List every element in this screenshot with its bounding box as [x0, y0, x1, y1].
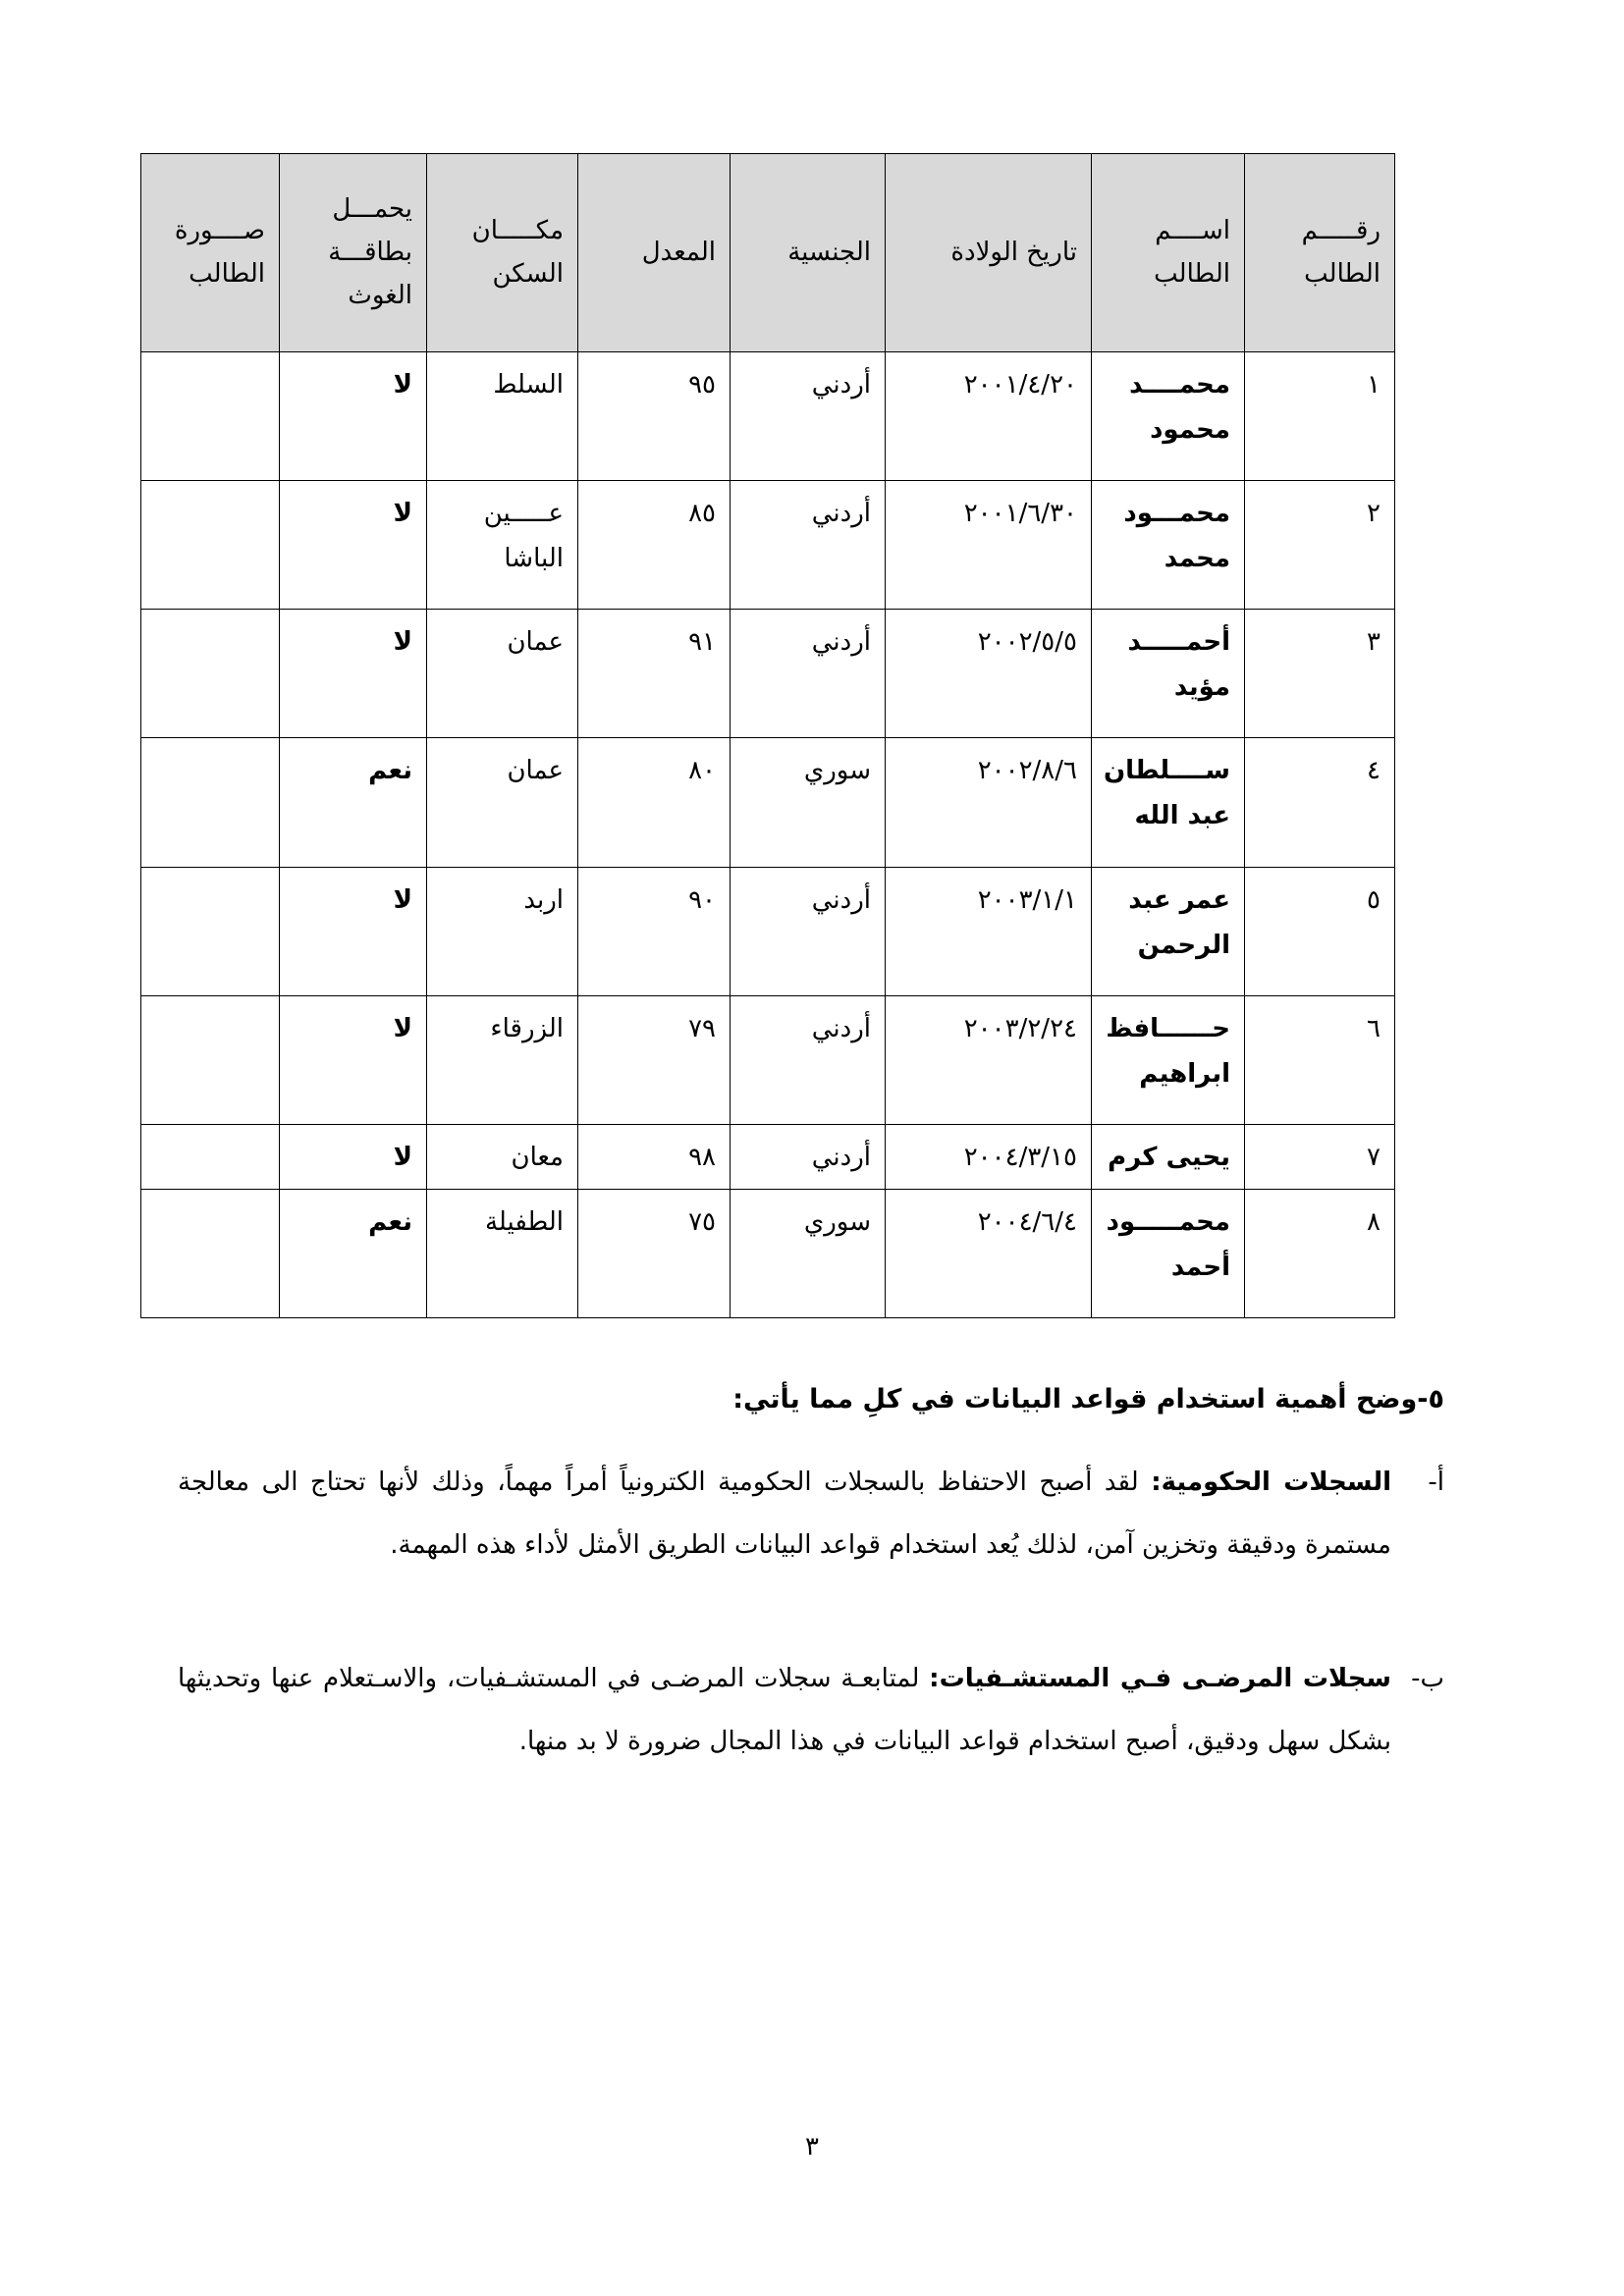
answer-item-b: [178, 1647, 1444, 1773]
item-marker: أ-: [1428, 1468, 1444, 1497]
cell-average: ٧٥: [578, 1189, 731, 1317]
cell-student-number: ٦: [1245, 996, 1395, 1125]
question-title: ٥-وضح أهمية استخدام قواعد البيانات في كلِ مما يأتي:: [732, 1384, 1444, 1415]
cell-nationality: أردني: [731, 351, 886, 480]
cell-date-of-birth: ٢٠٠١/٤/٢٠: [886, 351, 1092, 480]
item-body: [178, 1647, 1391, 1773]
cell-average: ٩٨: [578, 1125, 731, 1189]
cell-relief-card: نعم: [280, 738, 427, 867]
cell-date-of-birth: ٢٠٠١/٦/٣٠: [886, 480, 1092, 609]
cell-student-name: حــــــافظ ابراهيم: [1092, 996, 1245, 1125]
students-table: [140, 153, 1395, 1318]
cell-student-name: أحمـــــد مؤيد: [1092, 610, 1245, 738]
table-row: [141, 867, 1395, 995]
cell-residence: الزرقاء: [427, 996, 578, 1125]
cell-student-number: ٧: [1245, 1125, 1395, 1189]
header-relief-card: يحمـــل بطاقـــة الغوث: [280, 154, 427, 352]
cell-student-name: يحيى كرم: [1092, 1125, 1245, 1189]
cell-date-of-birth: ٢٠٠٤/٣/١٥: [886, 1125, 1092, 1189]
item-lead: السجلات الحكومية:: [1151, 1468, 1391, 1497]
cell-date-of-birth: ٢٠٠٣/١/١: [886, 867, 1092, 995]
cell-residence: عمان: [427, 610, 578, 738]
cell-residence: السلط: [427, 351, 578, 480]
cell-relief-card: لا: [280, 867, 427, 995]
cell-nationality: أردني: [731, 480, 886, 609]
cell-student-photo: [141, 1125, 280, 1189]
cell-average: ٧٩: [578, 996, 731, 1125]
cell-student-photo: [141, 480, 280, 609]
cell-nationality: سوري: [731, 1189, 886, 1317]
cell-student-photo: [141, 351, 280, 480]
header-student-number: رقـــــم الطالب: [1245, 154, 1395, 352]
cell-date-of-birth: ٢٠٠٢/٨/٦: [886, 738, 1092, 867]
table-row: [141, 738, 1395, 867]
item-lead: سجلات المرضـى فـي المستشـفيات:: [929, 1664, 1391, 1693]
cell-average: ٩٠: [578, 867, 731, 995]
table-row: [141, 480, 1395, 609]
cell-student-number: ٣: [1245, 610, 1395, 738]
cell-average: ٨٥: [578, 480, 731, 609]
header-date-of-birth: تاريخ الولادة: [886, 154, 1092, 352]
cell-student-number: ١: [1245, 351, 1395, 480]
cell-student-number: ٢: [1245, 480, 1395, 609]
cell-nationality: أردني: [731, 867, 886, 995]
table-row: [141, 351, 1395, 480]
cell-student-name: عمر عبد الرحمن: [1092, 867, 1245, 995]
item-body: [178, 1451, 1391, 1576]
table-row: [141, 1189, 1395, 1317]
table-header-row: [141, 154, 1395, 352]
header-average: المعدل: [578, 154, 731, 352]
cell-student-number: ٨: [1245, 1189, 1395, 1317]
header-student-name: اســــم الطالب: [1092, 154, 1245, 352]
item-text: لمتابعـة سجلات المرضـى في المستشـفيات، والاسـتعلام عنها وتحديثها بشكل سهل ودقيق، أصبح استخدام قواعد البيانات في هذا المجال ضرورة لا بد منها.: [178, 1664, 1391, 1756]
cell-average: ٩٥: [578, 351, 731, 480]
cell-relief-card: لا: [280, 996, 427, 1125]
header-nationality: الجنسية: [731, 154, 886, 352]
header-residence: مكـــــان السكن: [427, 154, 578, 352]
cell-nationality: سوري: [731, 738, 886, 867]
cell-relief-card: لا: [280, 1125, 427, 1189]
cell-student-photo: [141, 610, 280, 738]
cell-date-of-birth: ٢٠٠٣/٢/٢٤: [886, 996, 1092, 1125]
cell-average: ٨٠: [578, 738, 731, 867]
table-row: [141, 1125, 1395, 1189]
cell-residence: اربد: [427, 867, 578, 995]
cell-nationality: أردني: [731, 610, 886, 738]
item-text: لقد أصبح الاحتفاظ بالسجلات الحكومية الكترونياً أمراً مهماً، وذلك لأنها تحتاج الى معالجة مستمرة ودقيقة وتخزين آمن، لذلك يُعد استخدام قواعد البيانات الطريق الأمثل لأداء هذه المهمة.: [178, 1468, 1391, 1560]
cell-student-name: محمـــــود أحمد: [1092, 1189, 1245, 1317]
cell-student-photo: [141, 1189, 280, 1317]
cell-student-photo: [141, 867, 280, 995]
cell-student-number: ٥: [1245, 867, 1395, 995]
item-marker: ب-: [1411, 1664, 1444, 1693]
page-number: ٣: [805, 2132, 819, 2162]
cell-nationality: أردني: [731, 1125, 886, 1189]
cell-student-name: محمـــود محمد: [1092, 480, 1245, 609]
table-row: [141, 996, 1395, 1125]
cell-residence: الطفيلة: [427, 1189, 578, 1317]
cell-average: ٩١: [578, 610, 731, 738]
cell-date-of-birth: ٢٠٠٢/٥/٥: [886, 610, 1092, 738]
cell-nationality: أردني: [731, 996, 886, 1125]
cell-student-name: محمــــد محمود: [1092, 351, 1245, 480]
table-row: [141, 610, 1395, 738]
answer-item-a: [178, 1451, 1444, 1576]
cell-student-photo: [141, 738, 280, 867]
cell-relief-card: لا: [280, 610, 427, 738]
cell-residence: معان: [427, 1125, 578, 1189]
cell-date-of-birth: ٢٠٠٤/٦/٤: [886, 1189, 1092, 1317]
cell-residence: عمان: [427, 738, 578, 867]
header-student-photo: صــــورة الطالب: [141, 154, 280, 352]
cell-relief-card: نعم: [280, 1189, 427, 1317]
cell-student-number: ٤: [1245, 738, 1395, 867]
cell-relief-card: لا: [280, 351, 427, 480]
cell-residence: عـــــين الباشا: [427, 480, 578, 609]
cell-relief-card: لا: [280, 480, 427, 609]
cell-student-photo: [141, 996, 280, 1125]
cell-student-name: ســــلطان عبد الله: [1092, 738, 1245, 867]
